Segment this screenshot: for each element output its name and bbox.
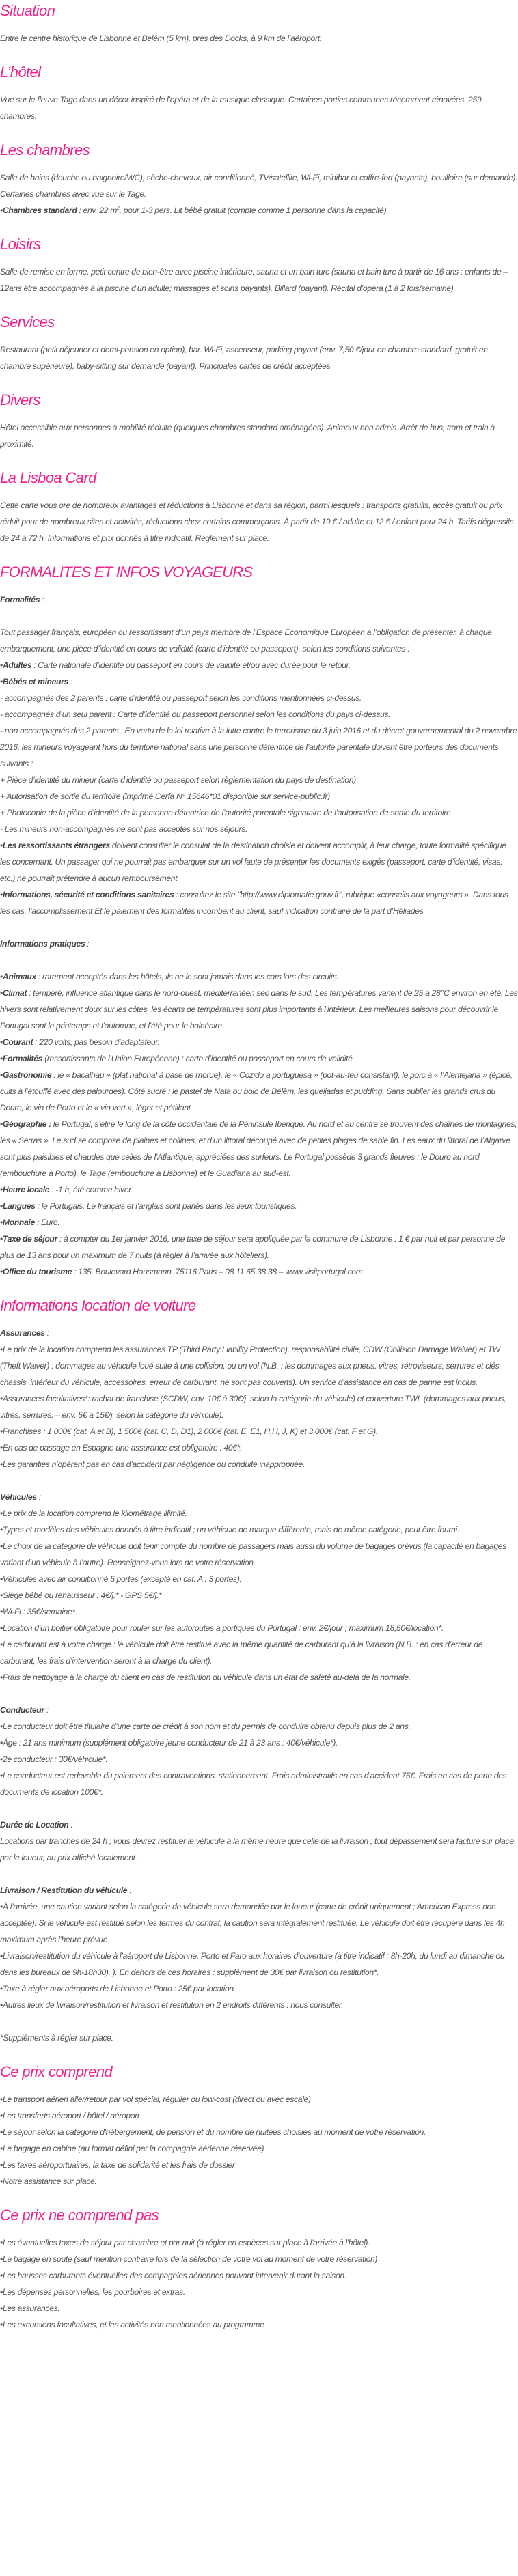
securite-item xyxy=(0,886,518,919)
duree-subheading xyxy=(0,1817,518,1833)
livraison-item: • À l’arrivée, une caution variant selon la catégorie de véhicule sera demandée par le loueur (carte de crédit uniquement ; American Express non acceptée). Si le véhicule est restitué selon les termes du contrat, la caution sera intégralement restituée. Le véhicule doit être récupéré dans les 4h maximum après l'heure prévue. xyxy=(0,1899,518,1948)
section-title-hotel: L’hôtel xyxy=(0,64,41,81)
section-title-location: Informations location de voiture xyxy=(0,1297,196,1314)
pratique-item xyxy=(0,985,518,1034)
chambres-standard-label: Chambres standard xyxy=(2,206,77,215)
mineurs-line: - Les mineurs non-accompagnés ne sont pas acceptés sur nos séjours. xyxy=(0,824,248,834)
assurance-item: • Franchises : 1 000€ (cat. A et B), 1 500€ (cat. C, D, D1), 2 000€ (cat. E, E1, H,H, J, K) et 3 000€ (cat. F et G). xyxy=(0,1423,518,1440)
section-title-divers: Divers xyxy=(0,391,40,408)
colon: : xyxy=(127,1886,132,1895)
comprend-item: • Le séjour selon la catégorie d'hébergement, de pension et du nombre de nuitées choisies au moment de votre réservation. xyxy=(0,2124,518,2140)
ne-comprend-pas-item: • Les éventuelles taxes de séjour par chambre et par nuit (à régler en espèces sur place à l'arrivée à l'hôtel). xyxy=(0,2235,518,2251)
colon: : xyxy=(44,1705,49,1715)
section-prix-comprend xyxy=(0,2061,518,2189)
duree-label: Durée de Location xyxy=(0,1820,69,1830)
section-divers xyxy=(0,389,518,452)
pratique-label: Heure locale xyxy=(2,1185,50,1194)
pratique-label: Office du tourisme xyxy=(2,1267,72,1276)
securite-text: : consultez le site "http://www.diplomatie.gouv.fr", rubrique «conseils aux voyageurs ». Dans tous les cas, l’accomplissement Et le paiement des formalités incombent au client, sauf indication contraire de la part d’Héliades xyxy=(0,890,508,916)
section-title-lisboa-card: La Lisboa Card xyxy=(0,469,96,486)
pratiques-subheading xyxy=(0,936,518,952)
pratique-item xyxy=(0,1198,518,1214)
pratique-text: : rarement acceptés dans les hôtels, ils ne le sont jamais dans les cars lors des circuits. xyxy=(36,972,339,981)
pratique-text: : tempéré, influence atlantique dans le nord-ouest, méditerranéen sec dans le sud. Les températures varient de 25 à 28°C environ en été. Les hivers sont relativement doux sur les côtes, les écarts de températures sont plus importants à l’intérieur. Les meilleures saisons pour découvrir le Portugal sont le printemps et l’automne, et l’été pour le balnéaire. xyxy=(0,988,518,1031)
section-formalites xyxy=(0,561,518,1280)
comprend-item: • Le transport aérien aller/retour par vol spécial, régulier ou low-cost (direct ou avec escale) xyxy=(0,2091,518,2108)
pratique-item xyxy=(0,968,518,985)
pratique-label: Formalités xyxy=(2,1054,43,1063)
colon: : xyxy=(44,1328,49,1338)
pratique-text: : Euro. xyxy=(34,1218,60,1227)
bebes-label: Bébés et mineurs xyxy=(2,677,68,686)
section-chambres xyxy=(0,139,518,219)
pratique-text: : à compter du 1er janvier 2016, une taxe de séjour sera appliquée par la commune de Lisbonne : 1 € par nuit et par personne de plus de 13 ans pour un maximum de 7 nuits (à régler à l’arrivée aux hôteliers). xyxy=(0,1234,505,1260)
formalites-subheading xyxy=(0,591,518,608)
colon: : xyxy=(36,1492,41,1502)
services-text: Restaurant (petit déjeuner et demi-pension en option), bar. Wi-Fi, ascenseur, parking payant (env. 7,50 €/jour en chambre standard, gratuit en chambre supérieure), baby-sitting sur demande (payant). Principales cartes de crédit acceptées. xyxy=(0,345,488,371)
pratique-label: Animaux xyxy=(2,972,36,981)
vehicule-item: • Le choix de la catégorie de véhicule doit tenir compte du nombre de passagers mais aussi du volume de bagages prévus (la capacité en bagages variant d’un véhicule à l’autre). Renseignez-vous lors de votre réservation. xyxy=(0,1538,518,1571)
conducteur-item: • Âge : 21 ans minimum (supplément obligatoire jeune conducteur de 21 à 23 ans : 40€/véhicule*). xyxy=(0,1735,518,1751)
loisirs-text: Salle de remise en forme, petit centre de bien-être avec piscine intérieure, sauna et un bain turc (sauna et bain turc à partir de 16 ans ; enfants de – 12ans être accompagnés à la piscine d’un adulte; massages et soins payants). Billard (payant). Récital d’opéra (1 à 2 fois/semaine). xyxy=(0,267,508,293)
section-title-situation: Situation xyxy=(0,2,55,19)
etrangers-label: Les ressortissants étrangers xyxy=(2,841,110,850)
bebes-item xyxy=(0,673,518,690)
mineurs-line: - non accompagnés des 2 parents : En vertu de la loi relative à la lutte contre le terrorisme du 3 juin 2016 et du décret gouvernemental du 2 novembre 2016, les mineurs voyageant hors du territoire national sans une personne détentrice de l’autorité parentale doivent être porteurs des documents suivants : xyxy=(0,726,517,768)
vehicule-item: • Wi-Fi : 35€/semaine*. xyxy=(0,1604,518,1620)
situation-text: Entre le centre historique de Lisbonne et Belém (5 km), près des Docks, à 9 km de l’aéroport. xyxy=(0,33,322,43)
assurance-item: • Les garanties n’opèrent pas en cas d’accident par négligence ou conduite inappropriée. xyxy=(0,1456,518,1472)
pratique-text: le Portugal, s’étire le long de la côte occidentale de la Péninsule Ibérique. Au nord et au centre se trouvent des chaînes de montagnes, les « Serras ». Le sud se compose de plaines et collines, et d’un littoral découpé avec de petites plages de sable fin. Les eaux du littoral de l’Algarve sont plus paisibles et chaudes que celles de l’Atlantique, appréciées des surfeurs. Le Portugal possède 3 grands fleuves : le Douro au nord (embouchure à Porto), le Tage (embouchure à Lisbonne) et le Guadiana au sud-est. xyxy=(0,1119,517,1178)
hotel-text: Vue sur le fleuve Tage dans un décor inspiré de l’opéra et de la musique classique. Certaines parties communes récemment rénovées. 259 chambres. xyxy=(0,95,482,121)
etrangers-text: doivent consulter le consulat de la destination choisie et doivent accomplir, à leur charge, toute formalité spécifique les concernant. Un passager qui ne pourrait pas embarquer sur un vol faute de présenter les documents exigés (passeport, carte d’identité, visas, etc.) ne pourrait prétendre à aucun remboursement. xyxy=(0,841,506,883)
adultes-text: : Carte nationale d’identité ou passeport en cours de validité et/ou avec durée pour le retour. xyxy=(31,660,351,670)
conducteur-label: Conducteur xyxy=(0,1705,44,1715)
formalites-intro: Tout passager français, européen ou ressortissant d’un pays membre de l’Espace Economique Européen a l’obligation de présenter, à chaque embarquement, une pièce d’identité en cours de validité (carte d’identité ou passeport), selon les conditions suivantes : xyxy=(0,628,492,654)
ne-comprend-pas-item: • Le bagage en soute (sauf mention contraire lors de la sélection de votre vol au moment de votre réservation) xyxy=(0,2251,518,2267)
comprend-item: • Les transferts aéroport / hôtel / aéroport xyxy=(0,2108,518,2124)
vehicule-item: • Le prix de la location comprend le kilométrage illimité. xyxy=(0,1505,518,1522)
pratique-label: Monnaie xyxy=(2,1218,35,1227)
conducteur-item: • Le conducteur est redevable du paiement des contraventions, stationnement. Frais administratifs en cas d’accident 75€. Frais en cas de perte des documents de location 100€*. xyxy=(0,1767,518,1800)
livraison-item: • Livraison/restitution du véhicule à l’aéroport de Lisbonne, Porto et Faro aux horaires d’ouverture (à titre indicatif : 8h-20h, du lundi au dimanche ou dans les bureaux de 9h-18h30). ). En dehors de ces horaires : supplément de 30€ par livraison ou restitution*. xyxy=(0,1948,518,1980)
chambres-text: Salle de bains (douche ou baignoire/WC), sèche-cheveux, air conditionné, TV/satellite, Wi-Fi, minibar et coffre-fort (payants), bouilloire (sur demande). Certaines chambres avec vue sur le Tage. xyxy=(0,173,518,199)
adultes-label: Adultes xyxy=(2,660,32,670)
ne-comprend-pas-item: • Les excursions facultatives, et les activités non mentionnées au programme xyxy=(0,2316,518,2333)
pratique-text: (ressortissants de l’Union Européenne) : carte d’identité ou passeport en cours de validité xyxy=(42,1054,353,1063)
mineurs-line: - accompagnés des 2 parents : carte d’identité ou passeport selon les conditions mentionnées ci-dessus. xyxy=(0,693,362,703)
chambres-standard-size: : env. 22 m xyxy=(77,206,118,215)
pratique-item xyxy=(0,1214,518,1231)
bebes-text: : xyxy=(68,677,73,686)
mineurs-line: + Photocopie de la pièce d’identité de la personne détentrice de l’autorité parentale signataire de l’autorisation de sortie du territoire xyxy=(0,808,451,817)
section-title-loisirs: Loisirs xyxy=(0,236,41,253)
colon: : xyxy=(40,595,44,604)
pratique-text: : le Portugais. Le français et l’anglais sont parlés dans les lieux touristiques. xyxy=(35,1201,297,1211)
pratique-label: Gastronomie xyxy=(2,1070,52,1080)
comprend-item: • Le bagage en cabine (au format défini par la compagnie aérienne réservée) xyxy=(0,2140,518,2157)
pratique-text: : 220 volts, pas besoin d’adaptateur. xyxy=(33,1037,160,1047)
mineurs-line: - accompagnés d’un seul parent : Carte d’identité ou passeport personnel selon les conditions du pays ci-dessus. xyxy=(0,710,391,719)
pratique-label: Géographie : xyxy=(2,1119,51,1129)
comprend-item: • Les taxes aéroportuaires, la taxe de solidarité et les frais de dossier xyxy=(0,2157,518,2173)
section-situation xyxy=(0,0,518,46)
assurance-item: • En cas de passage en Espagne une assurance est obligatoire : 40€*. xyxy=(0,1440,518,1456)
pratique-item xyxy=(0,1116,518,1181)
vehicule-item: • Location d’un boitier obligatoire pour rouler sur les autoroutes à portiques du Portugal : env. 2€/jour ; maximum 18,50€/location*. xyxy=(0,1620,518,1636)
pratique-label: Langues xyxy=(2,1201,36,1211)
pratique-label: Courant xyxy=(2,1037,33,1047)
livraison-item: • Autres lieux de livraison/restitution et livraison et restitution en 2 endroits différents : nous consulter. xyxy=(0,1997,518,2013)
section-lisboa-card xyxy=(0,467,518,546)
assurances-label: Assurances xyxy=(0,1328,45,1338)
ne-comprend-pas-item: • Les assurances. xyxy=(0,2300,518,2316)
section-hotel xyxy=(0,61,518,124)
section-title-ne-comprend-pas: Ce prix ne comprend pas xyxy=(0,2207,159,2224)
colon: : xyxy=(85,939,90,949)
assurance-item: • Le prix de la location comprend les assurances TP (Third Party Liability Protection), responsabilité civile, CDW (Collision Damage Waiver) et TW (Theft Waiver) : dommages au véhicule loué suite à une collision, ou un vol (N.B. : les dommages aux pneus, vitres, rétroviseurs, serrures et clés, chassis, intérieur du véhicule, accessoires, erreur de carburant, ne sont pas couverts). Un service d’assistance en cas de panne est inclus. xyxy=(0,1341,518,1390)
chambres-standard-details: , pour 1-3 pers. Lit bébé gratuit (compte comme 1 personne dans la capacité). xyxy=(119,206,389,215)
pratique-text: : -1 h, été comme hiver. xyxy=(49,1185,133,1194)
ne-comprend-pas-item: • Les dépenses personnelles, les pourboires et extras. xyxy=(0,2284,518,2300)
pratique-label: Climat xyxy=(2,988,27,998)
mineurs-line: + Autorisation de sortie du territoire (imprimé Cerfa N° 15646*01 disponible sur service-public.fr) xyxy=(0,792,330,801)
colon: : xyxy=(68,1820,73,1830)
livraison-label: Livraison / Restitution du véhicule xyxy=(0,1886,128,1895)
section-title-formalites: FORMALITES ET INFOS VOYAGEURS xyxy=(0,563,253,580)
adultes-item xyxy=(0,657,518,673)
pratique-item xyxy=(0,1181,518,1198)
section-prix-ne-comprend-pas xyxy=(0,2204,518,2333)
section-title-chambres: Les chambres xyxy=(0,141,90,158)
ne-comprend-pas-item: • Les hausses carburants éventuelles des compagnies aériennes pouvant intervenir durant la saison. xyxy=(0,2267,518,2284)
pratique-label: Taxe de séjour xyxy=(2,1234,57,1244)
livraison-item: • Taxe à régler aux aéroports de Lisbonne et Porto : 25€ par location. xyxy=(0,1980,518,1997)
pratique-item xyxy=(0,1050,518,1067)
vehicules-subheading xyxy=(0,1489,518,1505)
conducteur-item: • 2e conducteur : 30€/véhicule*. xyxy=(0,1751,518,1767)
superscript: 2 xyxy=(117,206,120,211)
pratique-item xyxy=(0,1263,518,1280)
vehicule-item: • Véhicules avec air conditionné 5 portes (excepté en cat. A : 3 portes). xyxy=(0,1571,518,1587)
securite-label: Informations, sécurité et conditions sanitaires xyxy=(2,890,174,899)
mineurs-line: + Pièce d’identité du mineur (carte d’identité ou passeport selon règlementation du pays de destination) xyxy=(0,775,356,785)
vehicule-item: • Types et modèles des véhicules donnés à titre indicatif ; un véhicule de marque différente, mais de même catégorie, peut être fourni. xyxy=(0,1522,518,1538)
conducteur-item: • Le conducteur doit être titulaire d’une carte de crédit à son nom et du permis de conduire obtenu depuis plus de 2 ans. xyxy=(0,1718,518,1735)
section-title-services: Services xyxy=(0,313,55,331)
pratique-item xyxy=(0,1034,518,1050)
divers-text: Hôtel accessible aux personnes à mobilité réduite (quelques chambres standard aménagées). Animaux non admis. Arrêt de bus, tram et train à proximité. xyxy=(0,423,495,449)
conducteur-subheading xyxy=(0,1702,518,1718)
lisboa-card-text: Cette carte vous ore de nombreux avantages et réductions à Lisbonne et dans sa région, parmi lesquels : transports gratuits, accès gratuit ou prix réduit pour de nombreux sites et activités, réductions chez certains commerçants. À partir de 19 € / adulte et 12 € / enfant pour 24 h. Tarifs dégressifs de 24 à 72 h. Informations et prix donnés à titre indicatif. Règlement sur place. xyxy=(0,501,514,543)
chambres-standard-item xyxy=(0,202,518,219)
section-loisirs xyxy=(0,234,518,296)
etrangers-item xyxy=(0,837,518,886)
comprend-item: • Notre assistance sur place. xyxy=(0,2173,518,2189)
section-title-comprend: Ce prix comprend xyxy=(0,2063,113,2080)
pratiques-label: Informations pratiques xyxy=(0,939,85,949)
section-location-voiture xyxy=(0,1295,518,2046)
duree-text: Locations par tranches de 24 h ; vous devrez restituer le véhicule à la même heure que celle de la livraison ; tout dépassement sera facturé sur place par le loueur, au prix affiché localement. xyxy=(0,1836,514,1862)
vehicule-item: • Le carburant est à votre charge : le véhicule doit être restitué avec la même quantité de carburant qu’à la livraison (N.B. : en cas d’erreur de carburant, les frais d’intervention seront à la charge du client). xyxy=(0,1636,518,1669)
vehicule-item: • Siège bébé ou rehausseur : 4€/j.* - GPS 5€/j.* xyxy=(0,1587,518,1604)
formalites-label: Formalités xyxy=(0,595,40,604)
pratique-text: : le « bacalhau » (plat national à base de morue), le « Cozido a portuguesa » (pot-au-feu consistant), le porc à « l’Alentejana » (épicé, cuits à l’étouffé avec des palourdes). Côté sucré : le pastel de Nata ou bolo de Bélèm, les queijadas et pudding. Sans oublier les grands crus du Douro, le vin de Porto et le « vin vert », léger et pétillant. xyxy=(0,1070,513,1112)
livraison-subheading xyxy=(0,1882,518,1899)
vehicules-label: Véhicules xyxy=(0,1492,37,1502)
pratique-item xyxy=(0,1067,518,1116)
assurance-item: • Assurances facultatives*: rachat de franchise (SCDW, env. 10€ à 30€/j. selon la catégorie du véhicule) et couverture TWL (dommages aux pneus, vitres, serrures, – env. 5€ à 15€/j. selon la catégorie du véhicule). xyxy=(0,1390,518,1423)
pratique-item xyxy=(0,1231,518,1263)
vehicule-item: • Frais de nettoyage à la charge du client en cas de restitution du véhicule dans un état de saleté au-delà de la normale. xyxy=(0,1669,518,1685)
section-services xyxy=(0,311,518,374)
footnote: *Suppléments à régler sur place. xyxy=(0,2033,113,2043)
pratique-text: : 135, Boulevard Hausmann, 75116 Paris – 08 11 65 38 38 – www.visitportugal.com xyxy=(72,1267,363,1276)
assurances-subheading xyxy=(0,1325,518,1341)
